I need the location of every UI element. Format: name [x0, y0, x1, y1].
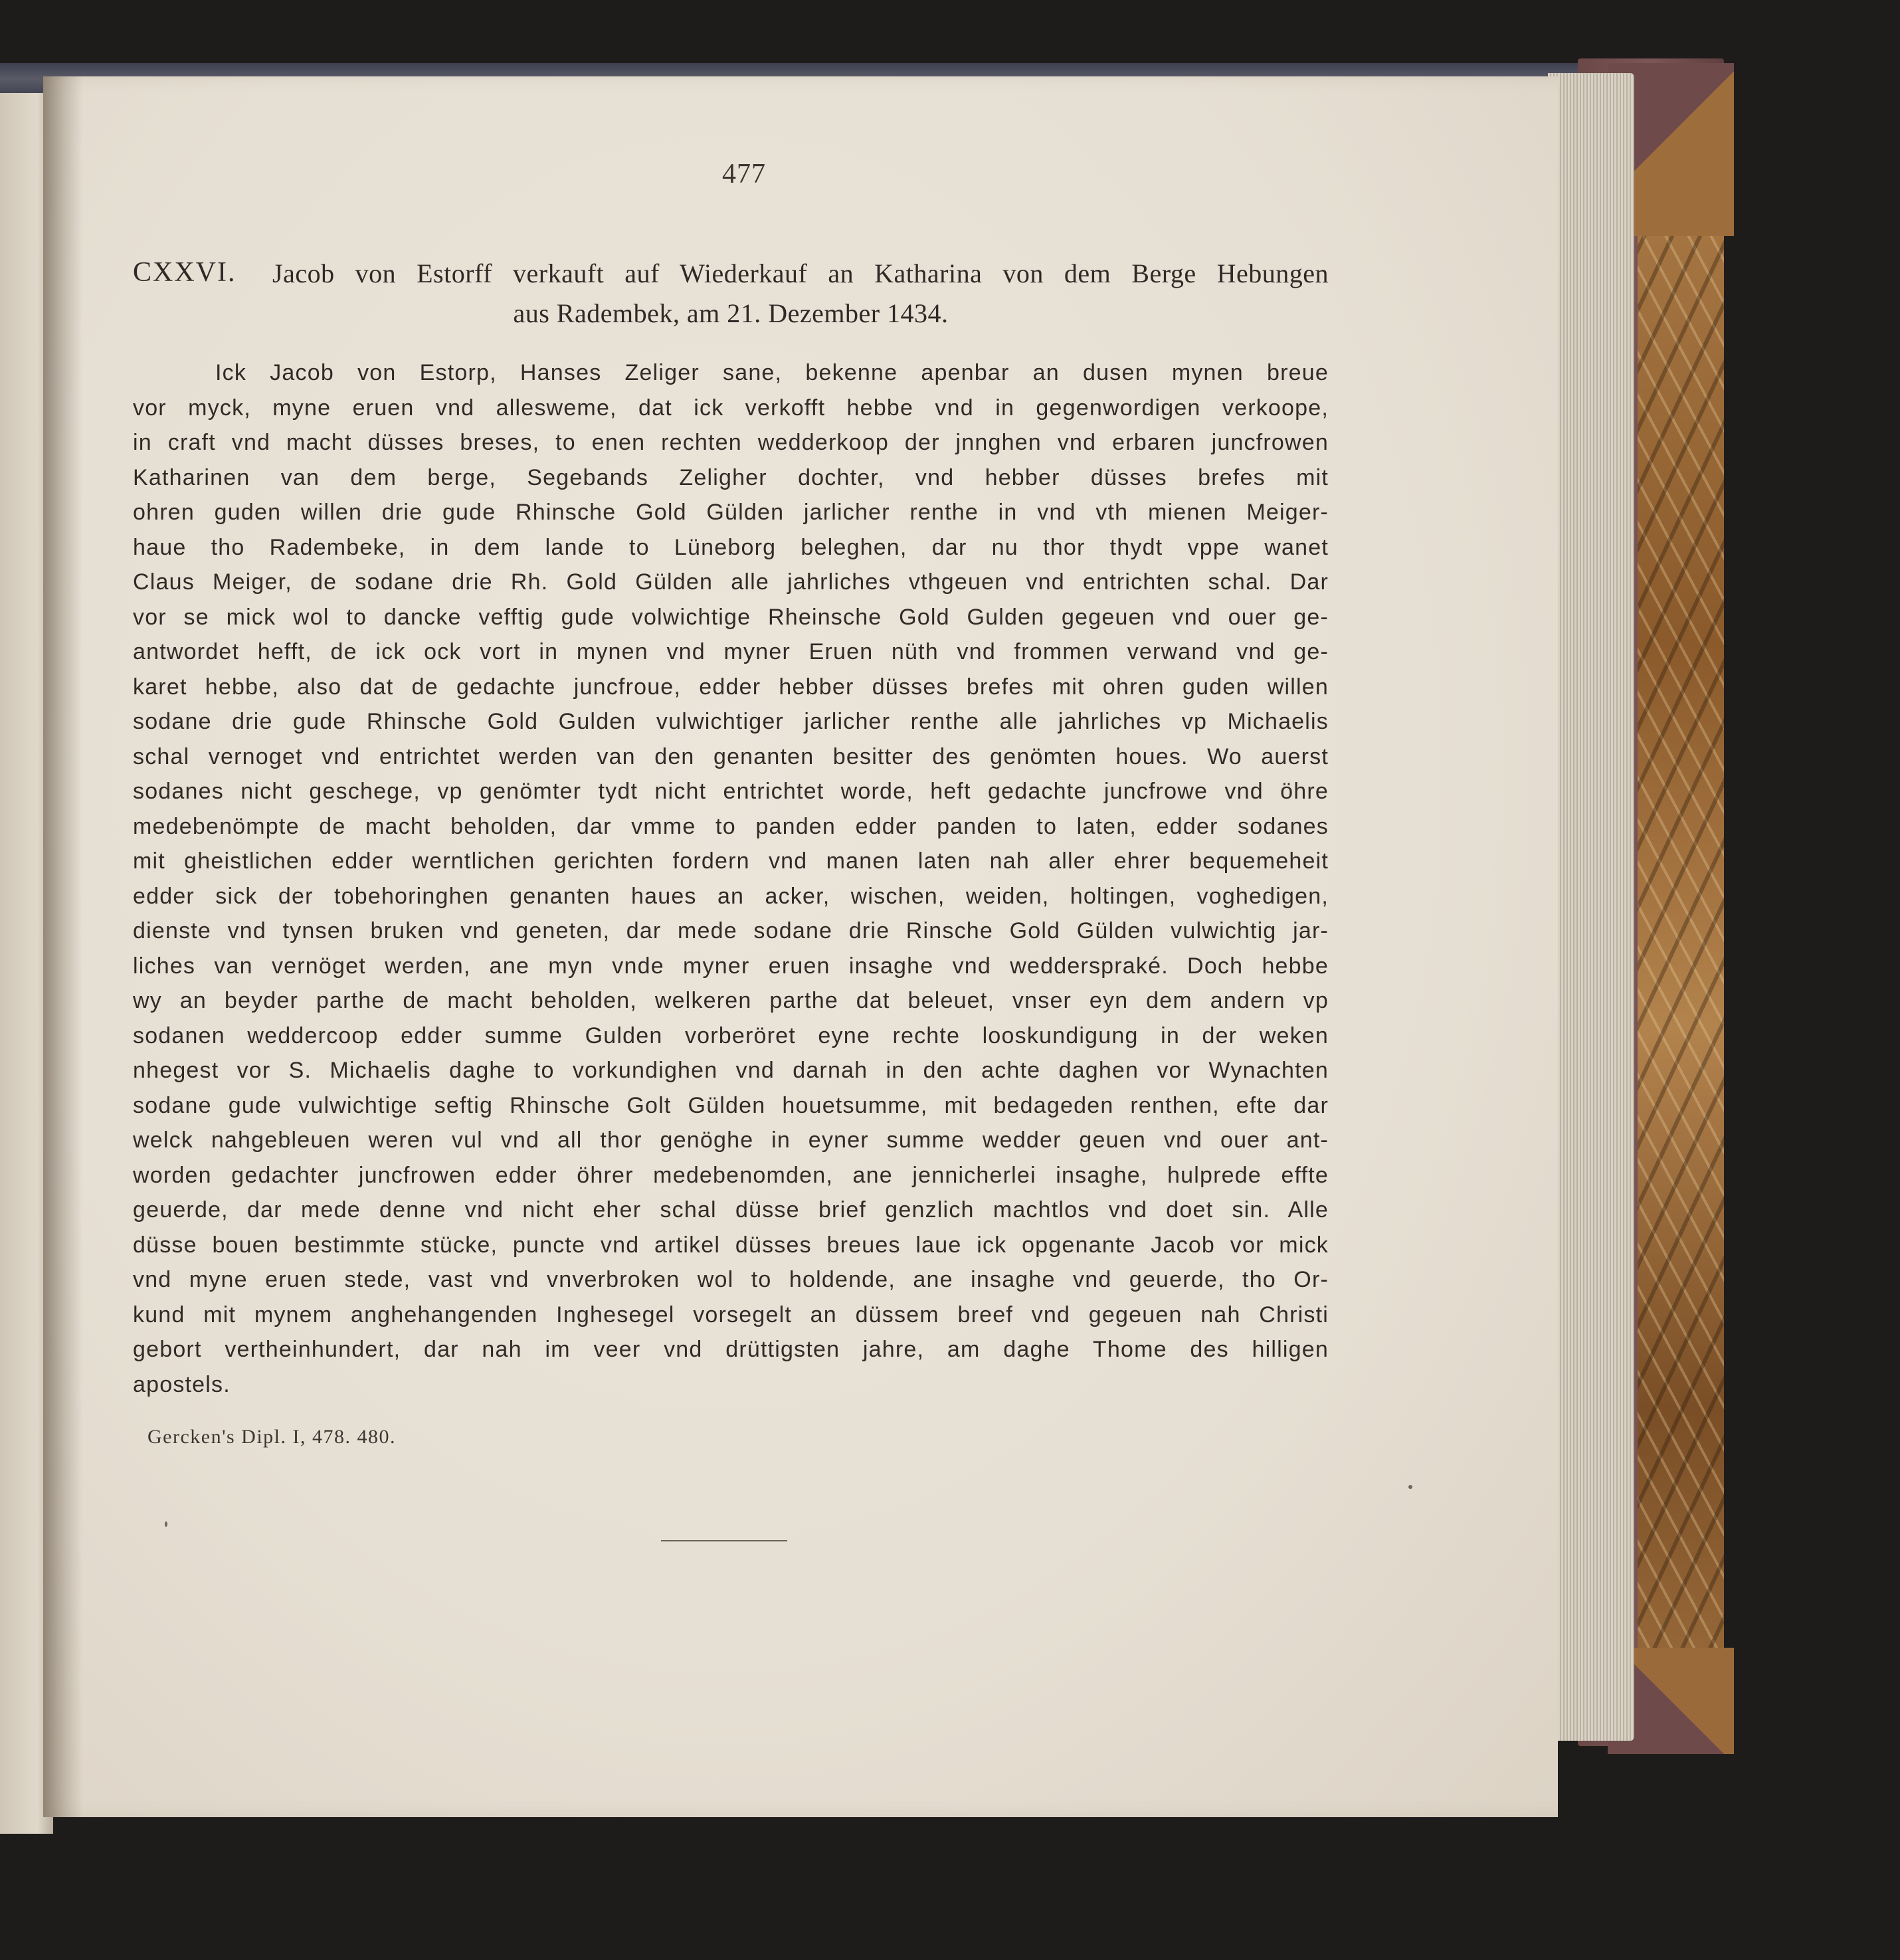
- body-line: vnd myne eruen stede, vast vnd vnverbroken wol to holdende, ane insaghe vnd geuerde, tho Or-: [133, 1267, 1329, 1292]
- body-line: sodane drie gude Rhinsche Gold Gulden vulwichtiger jarlicher renthe alle jahrliches vp Michaelis: [133, 709, 1329, 734]
- body-line: kund mit mynem anghehangenden Inghesegel vorsegelt an düssem breef vnd gegeuen nah Christi: [133, 1302, 1329, 1327]
- body-line: nhegest vor S. Michaelis daghe to vorkundighen vnd darnah in den achte daghen vor Wynachten: [133, 1058, 1329, 1083]
- page-number: 477: [722, 159, 766, 189]
- body-line: antwordet hefft, de ick ock vort in mynen vnd myner Eruen nüth vnd frommen verwand vnd ge-: [133, 639, 1329, 664]
- body-line: gebort vertheinhundert, dar nah im veer vnd drüttigsten jahre, am daghe Thome des hilligen: [133, 1337, 1329, 1362]
- marbled-cover-paper: [1638, 186, 1724, 1714]
- body-line: düsse bouen bestimmte stücke, puncte vnd artikel düsses breues laue ick opgenante Jacob vor mick: [133, 1232, 1329, 1258]
- body-line: Claus Meiger, de sodane drie Rh. Gold Gülden alle jahrliches vthgeuen vnd entrichten schal. Dar: [133, 569, 1329, 595]
- body-line: vor myck, myne eruen vnd allesweme, dat ick verkofft hebbe vnd in gegenwordigen verkoope,: [133, 395, 1329, 421]
- body-line: wy an beyder parthe de macht beholden, welkeren parthe dat beleuet, vnser eyn dem andern vp: [133, 988, 1329, 1013]
- body-line: sodane gude vulwichtige seftig Rhinsche Golt Gülden houetsumme, mit bedageden renthen, efte dar: [133, 1092, 1329, 1118]
- body-line: schal vernoget vnd entrichtet werden van den genanten besitter des genömten houes. Wo auerst: [133, 743, 1329, 769]
- document-title: Jacob von Estorff verkauft auf Wiederkauf an Katharina von dem Berge Hebungen: [272, 258, 1329, 288]
- body-line: dienste vnd tynsen bruken vnd geneten, dar mede sodane drie Rinsche Gold Gülden vulwichtig jar-: [133, 918, 1329, 943]
- source-citation: Gercken's Dipl. I, 478. 480.: [147, 1426, 397, 1448]
- body-line: mit gheistlichen edder werntlichen gerichten fordern vnd manen laten nah aller ehrer bequemeheit: [133, 848, 1329, 874]
- body-line: sodanen weddercoop edder summe Gulden vorberöret eyne rechte looskundigung in der weken: [133, 1023, 1329, 1048]
- body-line: Ick Jacob von Estorp, Hanses Zeliger sane, bekenne apenbar an dusen mynen breue: [215, 360, 1329, 385]
- document-body: [133, 355, 1329, 1402]
- body-line: liches van vernöget werden, ane myn vnde myner eruen insaghe vnd wedderspraké. Doch hebbe: [133, 953, 1329, 979]
- body-line: in craft vnd macht düsses breses, to enen rechten wedderkoop der jnnghen vnd erbaren juncfrowen: [133, 430, 1329, 455]
- body-line: medebenömpte de macht beholden, dar vmme to panden edder panden to laten, edder sodanes: [133, 813, 1329, 839]
- body-line: welck nahgebleuen weren vul vnd all thor genöghe in eyner summe wedder geuen vnd ouer ant-: [133, 1127, 1329, 1153]
- body-line: ohren guden willen drie gude Rhinsche Gold Gülden jarlicher renthe in vnd vth mienen Meiger-: [133, 500, 1329, 525]
- body-line: haue tho Radembeke, in dem lande to Lüneborg beleghen, dar nu thor thydt vppe wanet: [133, 534, 1329, 560]
- section-divider: [661, 1540, 787, 1541]
- body-line: geuerde, dar mede denne vnd nicht eher schal düsse brief genzlich machtlos vnd doet sin. Alle: [133, 1197, 1329, 1223]
- body-line: sodanes nicht geschege, vp genömter tydt nicht entrichtet worde, heft gedachte juncfrowe vnd öhre: [133, 779, 1329, 804]
- body-line: vor se mick wol to dancke vefftig gude volwichtige Rheinsche Gold Gulden gegeuen vnd ouer ge-: [133, 604, 1329, 630]
- body-line: Katharinen van dem berge, Segebands Zeligher dochter, vnd hebber düsses brefes mit: [133, 464, 1329, 490]
- page-gutter-shadow: [43, 76, 83, 1817]
- paper-speck: [1408, 1485, 1412, 1489]
- body-line: apostels.: [133, 1371, 231, 1397]
- body-line: edder sick der tobehoringhen genanten haues an acker, wischen, weiden, holtingen, voghedigen,: [133, 883, 1329, 909]
- body-line: karet hebbe, also dat de gedachte juncfroue, edder hebber düsses brefes mit ohren guden willen: [133, 674, 1329, 700]
- page-edges: [1548, 73, 1634, 1741]
- body-line: worden gedachter juncfrowen edder öhrer medebenomden, ane jennicherlei insaghe, hulprede effte: [133, 1162, 1329, 1188]
- document-header: [133, 256, 1329, 328]
- paper-speck: [165, 1521, 167, 1527]
- document-number: CXXVI.: [133, 257, 237, 288]
- document-title-continued: aus Radembek, am 21. Dezember 1434.: [513, 298, 949, 328]
